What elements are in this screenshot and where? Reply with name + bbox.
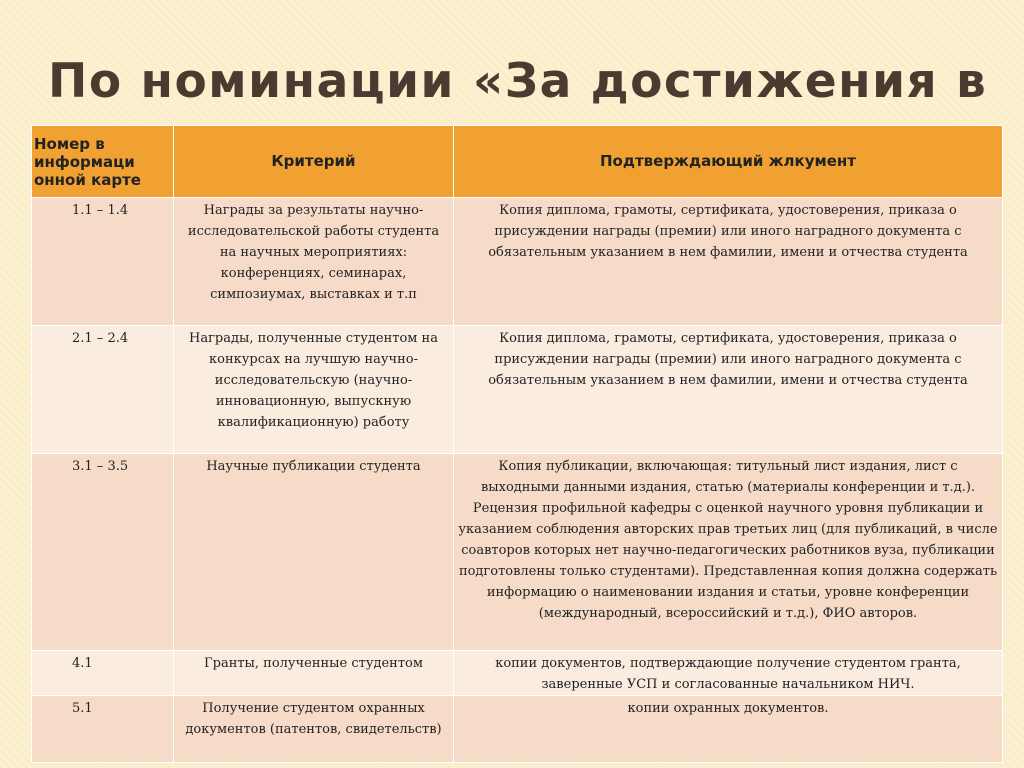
table-header-row <box>32 126 1003 198</box>
row-number: 3.1 – 3.5 <box>32 454 174 651</box>
table-row <box>32 454 1003 651</box>
row-number: 4.1 <box>32 651 174 696</box>
table-row <box>32 326 1003 454</box>
table-row <box>32 651 1003 696</box>
row-criterion: Научные публикации студента <box>174 454 454 651</box>
row-criterion: Гранты, полученные студентом <box>174 651 454 696</box>
row-document: Копия диплома, грамоты, сертификата, удостоверения, приказа о присуждении награды (премии) или иного наградного документа с обязательным указанием в нем фамилии, имени и отчества студента <box>454 326 1003 454</box>
row-document: Копия диплома, грамоты, сертификата, удостоверения, приказа о присуждении награды (премии) или иного наградного документа с обязательным указанием в нем фамилии, имени и отчества студента <box>454 198 1003 326</box>
row-criterion: Награды за результаты научно-исследовательской работы студента на научных мероприятиях: конференциях, семинарах, симпозиумах, выставках и т.п <box>174 198 454 326</box>
header-criterion: Критерий <box>174 126 454 198</box>
row-document: Копия публикации, включающая: титульный лист издания, лист с выходными данными издания, статью (материалы конференции и т.д.). Рецензия профильной кафедры с оценкой научного уровня публикации и указанием соблюдения авторских прав третьих лиц (для публикаций, в числе соавторов которых нет научно-педагогических работников вуза, публикации подготовлены только студентами). Представленная копия должна содержать информацию о наименовании издания и статьи, уровне конференции (международный, всероссийский и т.д.), ФИО авторов. <box>454 454 1003 651</box>
header-document: Подтверждающий жлкумент <box>454 126 1003 198</box>
row-number: 1.1 – 1.4 <box>32 198 174 326</box>
row-number: 5.1 <box>32 696 174 763</box>
header-number: Номер в информаци онной карте <box>32 126 174 198</box>
slide-title: По номинации «За достижения в <box>48 54 988 109</box>
table-row <box>32 696 1003 763</box>
row-document: копии охранных документов. <box>454 696 1003 763</box>
row-document: копии документов, подтверждающие получение студентом гранта, заверенные УСП и согласованные начальником НИЧ. <box>454 651 1003 696</box>
table-row <box>32 198 1003 326</box>
row-number: 2.1 – 2.4 <box>32 326 174 454</box>
row-criterion: Награды, полученные студентом на конкурсах на лучшую научно-исследовательскую (научно-инновационную, выпускную квалификационную) работу <box>174 326 454 454</box>
nomination-table <box>31 125 1003 763</box>
row-criterion: Получение студентом охранных документов (патентов, свидетельств) <box>174 696 454 763</box>
